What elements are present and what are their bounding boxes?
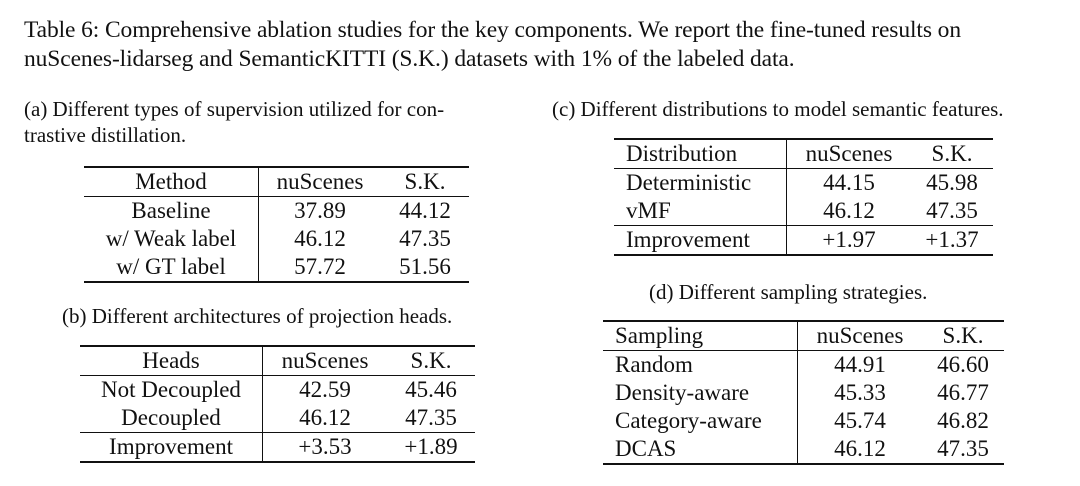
table-a-header xyxy=(84,167,469,197)
cell: 47.35 xyxy=(399,226,451,251)
cell: Deterministic xyxy=(614,169,787,198)
cell: 46.12 xyxy=(834,436,886,461)
cell: 37.89 xyxy=(294,198,346,223)
caption-line-1: Table 6: Comprehensive ablation studies for the key components. We report the fine-tuned results on xyxy=(24,17,961,43)
table-b-header xyxy=(80,346,475,376)
cell: 45.74 xyxy=(834,408,886,433)
table-caption xyxy=(24,16,1064,74)
header-cell: Sampling xyxy=(603,321,798,351)
cell: Random xyxy=(603,351,798,380)
subtable-d-caption: (d) Different sampling strategies. xyxy=(649,280,928,304)
cell: 46.12 xyxy=(299,405,351,430)
cell: 46.12 xyxy=(294,226,346,251)
table-row xyxy=(614,197,993,226)
header-cell: S.K. xyxy=(911,139,993,169)
table-a xyxy=(84,166,469,283)
cell: 46.77 xyxy=(937,380,989,405)
table-row xyxy=(603,435,1004,464)
cell: Not Decoupled xyxy=(80,376,263,405)
cell: w/ GT label xyxy=(84,253,259,282)
table-row xyxy=(84,197,469,226)
improvement-row xyxy=(614,226,993,256)
cell: +1.89 xyxy=(387,433,475,463)
cell: 45.46 xyxy=(405,377,457,402)
caption-line-2: nuScenes-lidarseg and SemanticKITTI (S.K.) datasets with 1% of the labeled data. xyxy=(24,46,795,72)
table-row xyxy=(614,169,993,198)
cell: 51.56 xyxy=(399,254,451,279)
cell: Improvement xyxy=(614,226,787,256)
table-b xyxy=(80,345,475,463)
cell: +1.97 xyxy=(787,226,912,256)
cell: 47.35 xyxy=(926,198,978,223)
table-row xyxy=(84,253,469,282)
header-cell: S.K. xyxy=(922,321,1004,351)
cell: 46.60 xyxy=(937,352,989,377)
cell: Category-aware xyxy=(603,407,798,435)
cell: 44.15 xyxy=(823,170,875,195)
header-cell: S.K. xyxy=(381,167,469,197)
subtable-b-caption: (b) Different architectures of projection heads. xyxy=(62,304,453,328)
cell: 42.59 xyxy=(299,377,351,402)
header-cell: S.K. xyxy=(387,346,475,376)
subtable-a-caption xyxy=(24,96,544,148)
cell: 44.91 xyxy=(834,352,886,377)
subtable-a-caption-line-1: (a) Different types of supervision utilized for con- xyxy=(24,97,445,121)
table-d-header xyxy=(603,321,1004,351)
cell: 47.35 xyxy=(405,405,457,430)
header-cell: nuScenes xyxy=(798,321,923,351)
header-cell: nuScenes xyxy=(787,139,912,169)
cell: Decoupled xyxy=(80,404,263,433)
table-row xyxy=(84,225,469,253)
table-row xyxy=(80,376,475,405)
cell: +3.53 xyxy=(263,433,388,463)
cell: Density-aware xyxy=(603,379,798,407)
table-row xyxy=(80,404,475,433)
cell: 44.12 xyxy=(399,198,451,223)
header-cell: Heads xyxy=(80,346,263,376)
table-c-header xyxy=(614,139,993,169)
cell: 47.35 xyxy=(937,436,989,461)
table-row xyxy=(603,407,1004,435)
cell: 46.12 xyxy=(823,198,875,223)
table-row xyxy=(603,351,1004,380)
header-cell: Distribution xyxy=(614,139,787,169)
table-c xyxy=(614,138,993,256)
cell: Baseline xyxy=(84,197,259,226)
cell: +1.37 xyxy=(911,226,993,256)
improvement-row xyxy=(80,433,475,463)
header-cell: nuScenes xyxy=(263,346,388,376)
table-row xyxy=(603,379,1004,407)
subtable-c-caption: (c) Different distributions to model semantic features. xyxy=(552,97,1004,121)
subtable-a-caption-line-2: trastive distillation. xyxy=(24,123,187,147)
cell: w/ Weak label xyxy=(84,225,259,253)
table-d xyxy=(603,320,1004,465)
cell: DCAS xyxy=(603,435,798,464)
cell: 46.82 xyxy=(937,408,989,433)
cell: Improvement xyxy=(80,433,263,463)
cell: 45.33 xyxy=(834,380,886,405)
header-cell: nuScenes xyxy=(259,167,382,197)
cell: 45.98 xyxy=(926,170,978,195)
cell: 57.72 xyxy=(294,254,346,279)
cell: vMF xyxy=(614,197,787,226)
header-cell: Method xyxy=(84,167,259,197)
